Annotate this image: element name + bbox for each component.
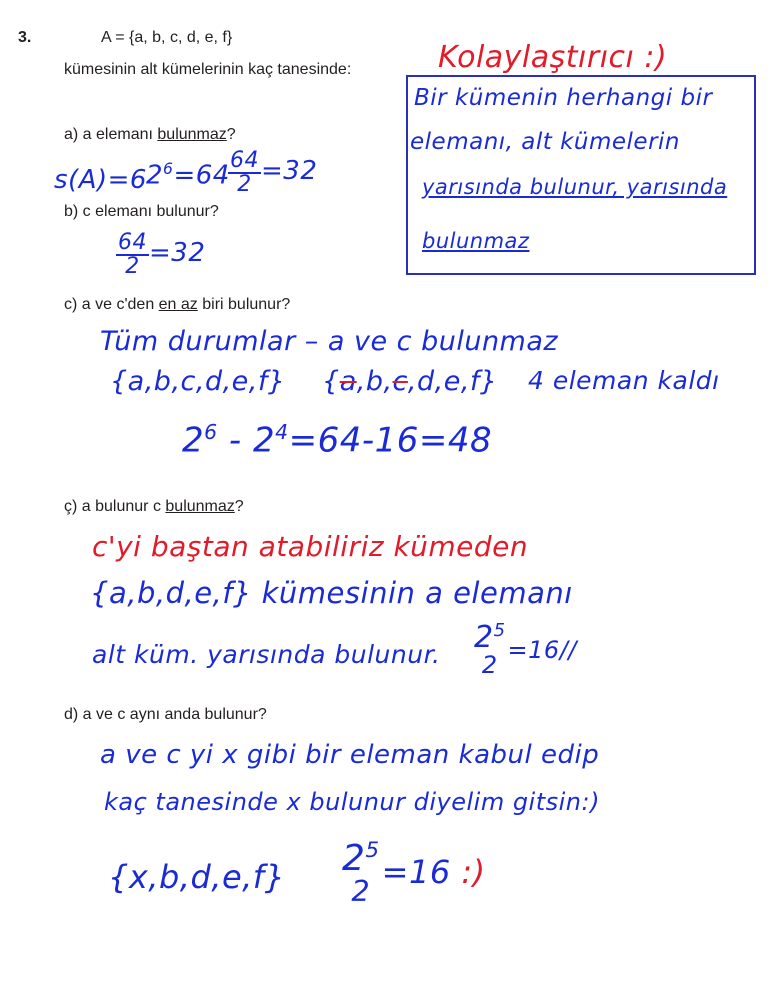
b-work-fraction (116, 232, 205, 278)
c-work-set-mid: ,b, (356, 366, 393, 397)
part-cc-underlined: bulunmaz (165, 498, 235, 515)
c-work-set-open: { (322, 366, 340, 397)
tip-box (406, 75, 756, 275)
d-work-num (340, 840, 382, 877)
c-work-line-1: Tüm durumlar – a ve c bulunmaz (100, 326, 559, 357)
b-work-frac-den: 2 (125, 254, 140, 279)
cc-work-result-val: =16// (507, 636, 577, 664)
tip-line-2: elemanı, alt kümelerin (410, 129, 681, 155)
d-work-base: 2 (342, 838, 366, 879)
tip-line-4: bulunmaz (422, 229, 530, 253)
d-work-den: 2 (351, 874, 371, 908)
a-work-power-val: =64 (173, 160, 230, 191)
a-work-power-base: 2 (146, 160, 164, 191)
part-a-question (64, 126, 236, 144)
a-work-frac-num: 64 (230, 148, 259, 173)
c-work-exp-1: 6 (204, 420, 218, 444)
b-work-frac-val: =32 (149, 238, 206, 268)
cc-work-line-3: alt küm. yarısında bulunur. (92, 640, 441, 669)
c-work-base-2: 2 (253, 420, 276, 461)
cc-work-exp: 5 (493, 620, 506, 641)
a-work-fraction (228, 150, 317, 196)
cc-work-result (472, 622, 577, 677)
a-work-frac-den: 2 (237, 172, 252, 197)
part-b-question: b) c elemanı bulunur? (64, 203, 219, 220)
cc-work-base: 2 (474, 620, 494, 655)
a-work-power (146, 160, 230, 191)
part-cc-question (64, 498, 244, 516)
part-cc-suffix: ? (234, 498, 244, 515)
c-work-crossed-c: c (392, 366, 408, 397)
tip-title: Kolaylaştırıcı :) (438, 40, 668, 75)
d-work-line-2: kaç tanesinde x bulunur diyelim gitsin:) (104, 788, 600, 816)
cc-work-den: 2 (481, 651, 498, 679)
d-work-result-val: =16 (381, 852, 451, 891)
cc-work-num (472, 622, 508, 653)
c-work-result: $2^6 - 2^4=64-16=48$ (182, 420, 493, 461)
d-work-line-1: a ve c yi x gibi bir eleman kabul edip (100, 740, 600, 770)
a-work-power-exp: 6 (163, 160, 174, 178)
question-number: 3. (18, 29, 32, 46)
d-work-set: {x,b,d,e,f} (108, 858, 286, 896)
tip-line-1: Bir kümenin herhangi bir (414, 85, 713, 111)
c-work-result-val: =64-16=48 (288, 420, 493, 461)
part-a-prefix: a) a elemanı (64, 126, 158, 143)
d-work-smile: :) (450, 852, 486, 891)
c-work-set-crossed (322, 366, 498, 397)
part-c-question (64, 296, 290, 314)
part-a-suffix: ? (226, 126, 236, 143)
cc-work-line-1: c'yi baştan atabiliriz kümeden (92, 530, 529, 563)
question-stem: kümesinin alt kümelerinin kaç tanesinde: (64, 61, 352, 78)
a-work-frac-val: =32 (261, 156, 318, 186)
part-c-prefix: c) a ve c'den (64, 296, 159, 313)
c-work-crossed-a: a (339, 366, 357, 397)
cc-work-line-2: {a,b,d,e,f} kümesinin a elemanı (90, 576, 573, 610)
b-work-frac-num: 64 (118, 230, 147, 255)
part-c-suffix: biri bulunur? (197, 296, 291, 313)
c-work-remaining: 4 eleman kaldı (528, 366, 720, 395)
c-work-set-all: {a,b,c,d,e,f} (110, 366, 286, 397)
part-a-underlined: bulunmaz (157, 126, 227, 143)
set-definition: A = {a, b, c, d, e, f} (101, 29, 233, 46)
c-work-exp-2: 4 (275, 420, 289, 444)
part-d-question: d) a ve c aynı anda bulunur? (64, 706, 267, 723)
tip-line-3: yarısında bulunur, yarısında (422, 175, 728, 199)
d-work-result (340, 840, 486, 906)
c-work-set-rest: ,d,e,f} (407, 366, 498, 397)
d-work-exp: 5 (365, 838, 380, 863)
a-work-s: s(A)=6 (54, 165, 147, 195)
part-c-underlined: en az (158, 296, 198, 313)
c-work-base-1: 2 (182, 420, 205, 461)
part-cc-prefix: ç) a bulunur c (64, 498, 166, 515)
